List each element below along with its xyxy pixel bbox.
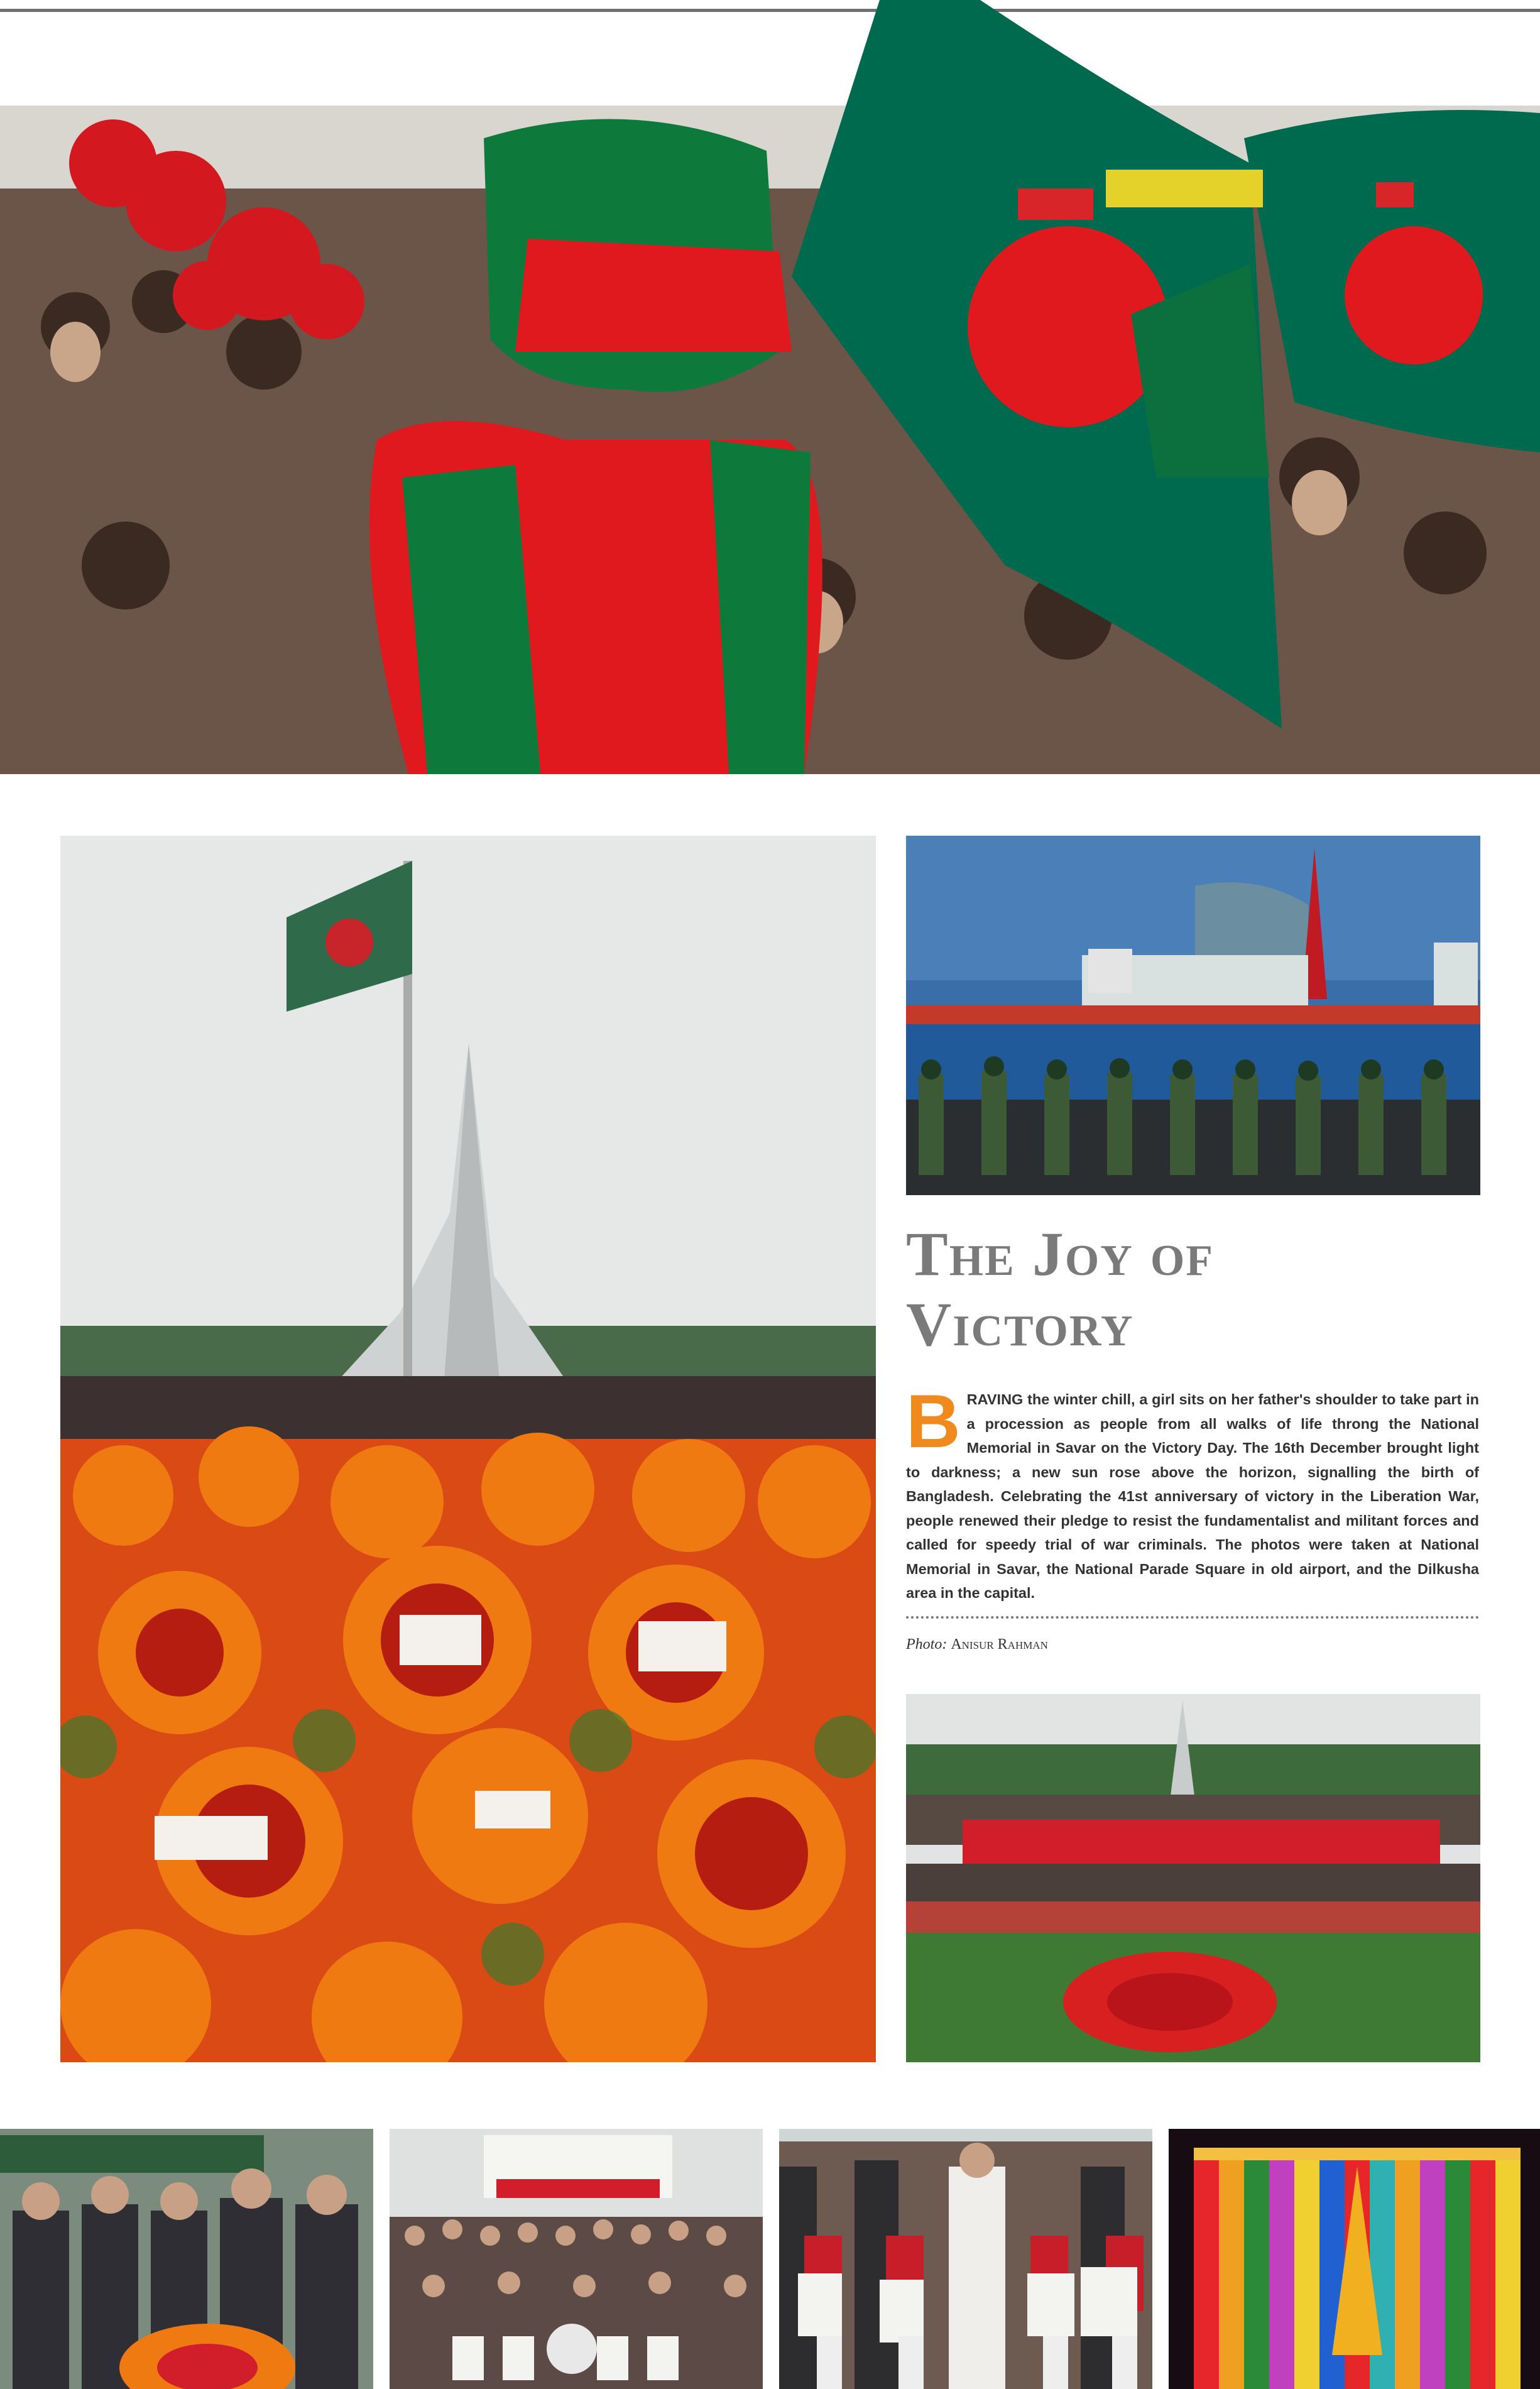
photo-illuminated-building [1169,2129,1540,2389]
hero-photo-victory-procession [0,0,1540,774]
drop-cap: B [906,1379,961,1463]
photo-credit-label: Photo: [906,1636,947,1653]
photo-parade-square-march [906,836,1480,1195]
dotted-divider [906,1616,1479,1619]
photo-veterans-wreath [0,2129,373,2389]
photo-national-memorial-wreaths [60,836,876,2062]
title-line-1: The Joy of [906,1219,1215,1289]
article-title [906,1219,1480,1360]
article-body [906,1379,1479,1605]
photo-credit [906,1636,1048,1653]
photo-hunger-strike-crowd [390,2129,763,2389]
photographer-name: Anisur Rahman [951,1636,1048,1653]
photo-banner-procession [906,1694,1480,2062]
article-body-text: RAVING the winter chill, a girl sits on her father's shoulder to take part in a procession as people from all walks of life throng the National Memorial in Savar on the Victory Day. The 16th December brought light to darkness; a new sun rose above the horizon, signalling the birth of Bangladesh. Celebrating the 41st anniversary of victory in the Liberation War, people renewed their pledge to resist the fundamentalist and militant forces and called for speedy trial of war criminals. The photos were taken at National Memorial in Savar, the National Parade Square in old airport, and the Dilkusha area in the capital. [906,1391,1479,1601]
title-line-2: Victory [906,1289,1134,1359]
photo-children-placards [779,2129,1152,2389]
